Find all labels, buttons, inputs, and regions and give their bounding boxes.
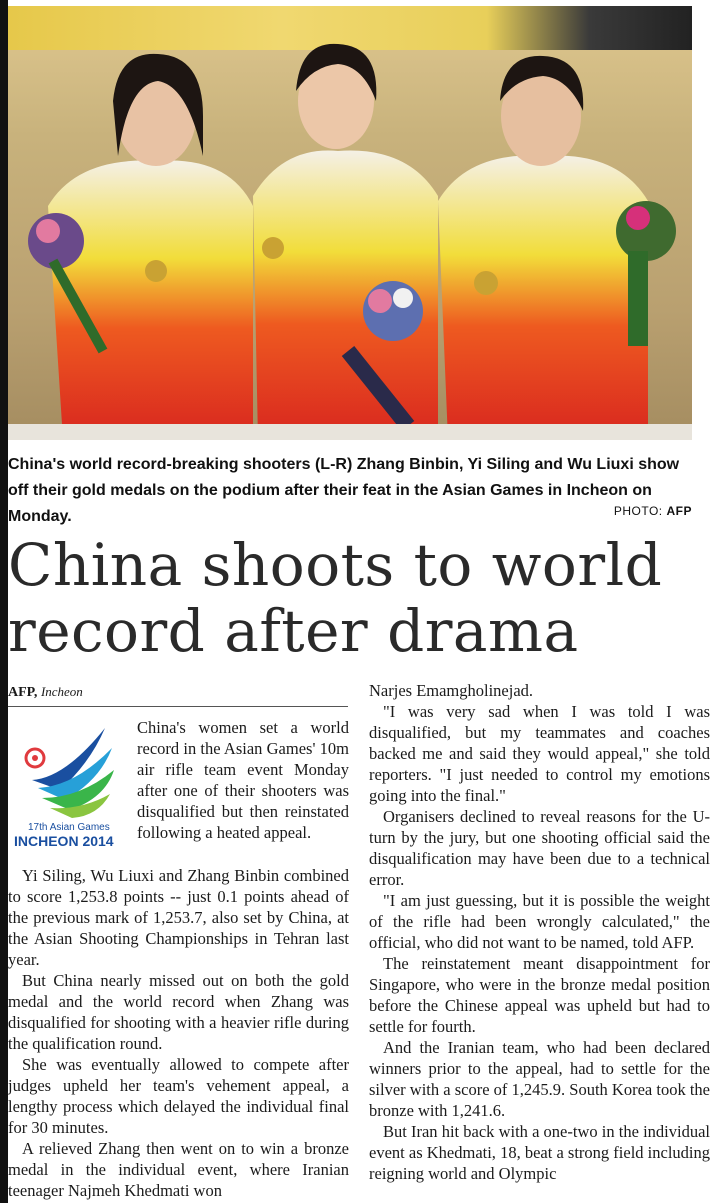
article-paragraph: Narjes Emamgholinejad. [369,681,534,700]
article-paragraph: But Iran hit back with a one-two in the individual event as Khedmati, 18, beat a strong field including reigning world and Olympic [369,1122,710,1183]
byline [8,684,348,701]
article-paragraph: "I am just guessing, but it is possible the weight of the rifle had been wrongly calculated," the official, who did not want to be named, told AFP. [369,891,710,952]
article-column-right [369,680,710,1184]
article-paragraph: "I was very sad when I was told I was disqualified, but my teammates and coaches backed me and said they would appeal," she told reporters. "I just needed to control my emotions going into the final." [369,702,710,805]
gold-medal-icon [474,271,498,295]
athlete-right [438,56,676,440]
photo-credit-source: AFP [666,504,692,518]
article-paragraph: Yi Siling, Wu Liuxi and Zhang Binbin combined to score 1,253.8 points -- just 0.1 points ahead of the previous mark of 1,253.7, also set by China, at the Asian Shooting Championships in Tehran last year. [8,866,349,969]
article-column-left [8,865,349,1201]
byline-agency: AFP, [8,685,38,700]
article-headline: China shoots to world record after drama [8,531,663,665]
logo-subtitle: 17th Asian Games [28,822,110,833]
asian-games-emblem-icon [10,718,130,823]
article-column-left-top [137,717,349,843]
podium [8,424,692,440]
athlete-left [28,54,253,440]
athlete-center [253,44,438,440]
gold-medal-icon [145,260,167,282]
asian-games-logo [10,718,130,853]
byline-place: Incheon [40,684,83,699]
byline-divider [8,706,348,707]
article-paragraph: But China nearly missed out on both the gold medal and the world record when Zhang was disqualified for shooting with a heavier rifle during the qualification round. [8,971,349,1053]
photo-credit [614,504,692,518]
photo-credit-label: PHOTO: [613,504,663,518]
page-edge-rule [0,0,8,1203]
athletes-illustration [8,6,692,440]
article-paragraph: A relieved Zhang then went on to win a bronze medal in the individual event, where Iranian teenager Najmeh Khedmati won [8,1139,349,1200]
article-paragraph: And the Iranian team, who had been declared winners prior to the appeal, had to settle for the silver with a score of 1,245.9. South Korea took the bronze with 1,241.6. [369,1038,710,1120]
article-paragraph: The reinstatement meant disappointment for Singapore, who were in the bronze medal position before the Chinese appeal was upheld but had to settle for fourth. [369,954,710,1036]
article-paragraph: She was eventually allowed to compete after judges upheld her team's vehement appeal, a lengthy process which delayed the individual final for 30 minutes. [8,1055,349,1137]
news-photo [8,6,692,440]
article-paragraph: China's women set a world record in the Asian Games' 10m air rifle team event Monday after one of their shooters was disqualified but then reinstated following a heated appeal. [137,718,349,842]
photo-caption: China's world record-breaking shooters (L-R) Zhang Binbin, Yi Siling and Wu Liuxi show off their gold medals on the podium after their feat in the Asian Games in Incheon on Monday. [8,456,680,525]
article-paragraph: Organisers declined to reveal reasons for the U-turn by the jury, but one shooting official said the disqualification may have been due to a technical error. [369,807,710,889]
gold-medal-icon [262,237,284,259]
logo-title: INCHEON 2014 [14,833,114,849]
